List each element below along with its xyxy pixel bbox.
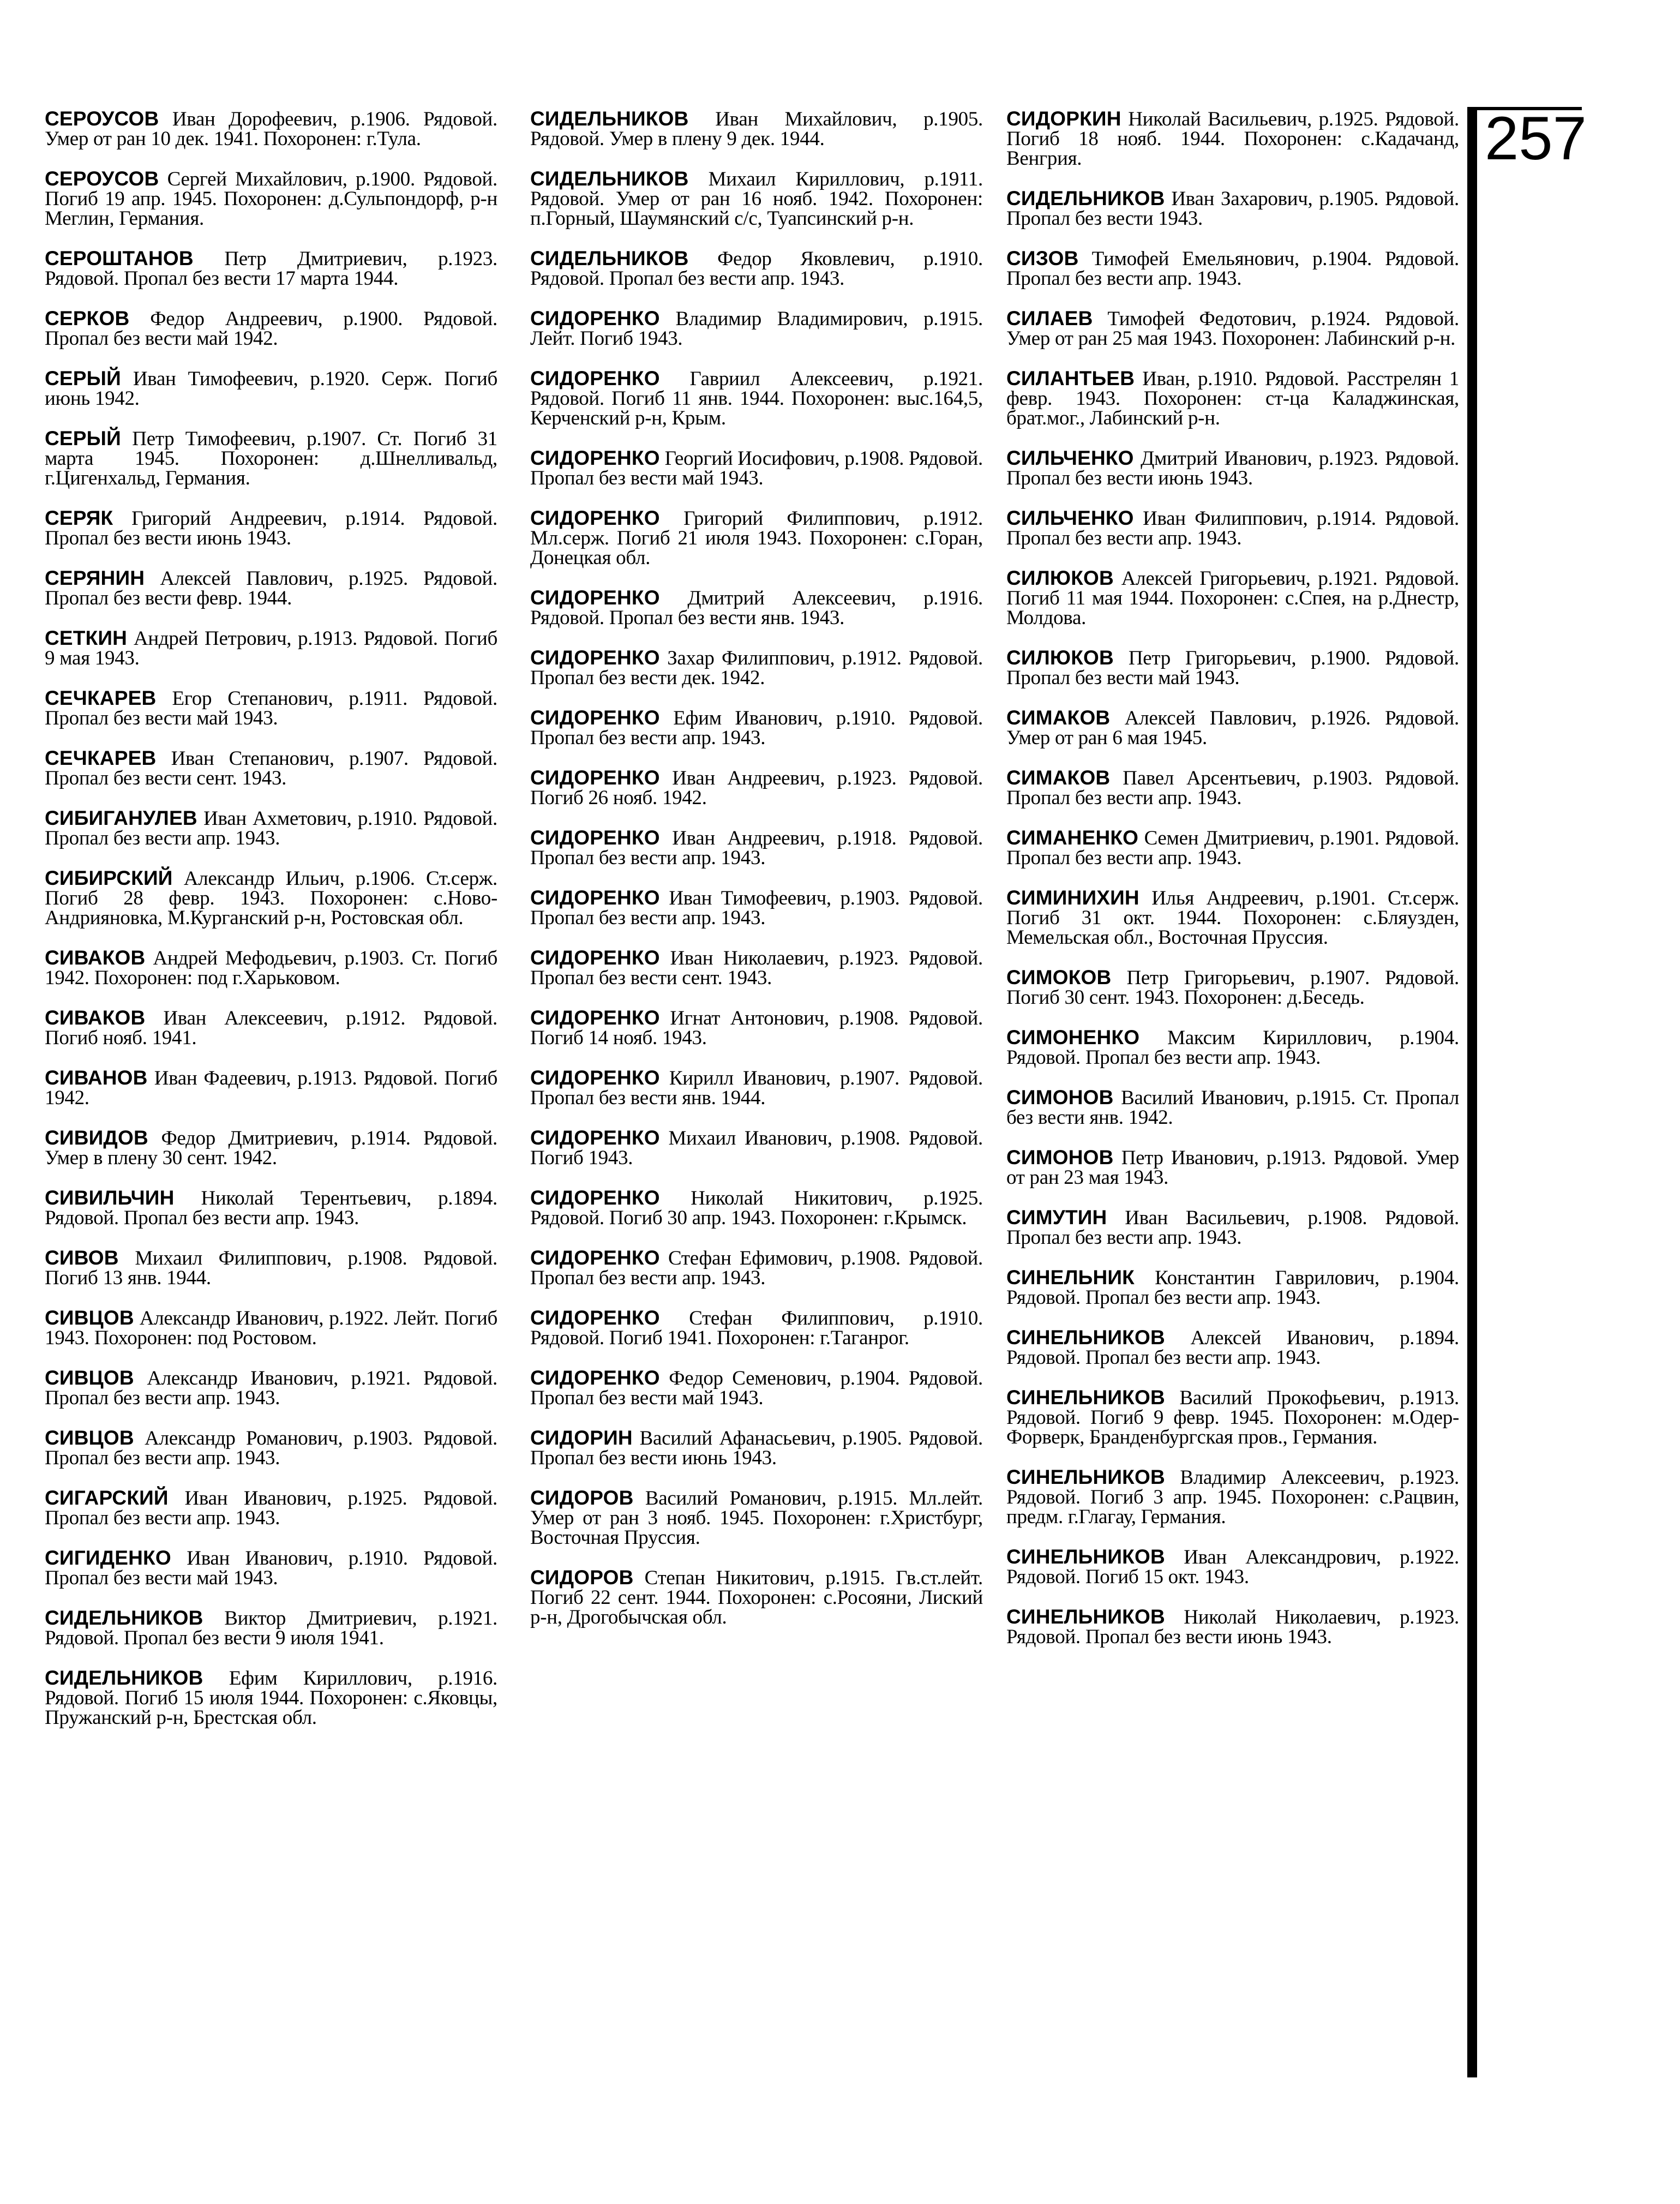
entry-details: Ефим Кириллович, р.1916. Рядовой. Погиб 15 июля 1944. Похоронен: с.Яковцы, Пружанский р-н, Брестская обл. [45,1667,498,1729]
column-middle [530,109,983,1648]
surname: СИВАКОВ [45,1007,146,1029]
entry-details: Иван Ахметович, р.1910. Рядовой. Пропал без вести апр. 1943. [45,807,497,849]
person-entry [530,309,983,349]
entry-details: Николай Николаевич, р.1923. Рядовой. Пропал без вести июнь 1943. [1006,1606,1459,1648]
entry-details: Константин Гаврилович, р.1904. Рядовой. Пропал без вести апр. 1943. [1006,1267,1459,1309]
surname: СИБИГАНУЛЕВ [45,807,197,829]
person-entry [1006,1208,1459,1248]
entry-details: Иван Иванович, р.1925. Рядовой. Пропал без вести апр. 1943. [45,1487,498,1529]
person-entry [45,1488,497,1528]
entry-details: Александр Романович, р.1903. Рядовой. Пропал без вести апр. 1943. [45,1427,497,1469]
surname: СИДОРЕНКО [530,1367,660,1389]
person-entry [1006,1028,1459,1068]
surname: СИМАКОВ [1006,766,1111,789]
person-entry [1006,1468,1459,1527]
surname: СИВАКОВ [45,947,146,969]
surname: СИВОВ [45,1247,119,1269]
surname: СИДОРЕНКО [530,307,660,330]
entry-details: Федор Дмитриевич, р.1914. Рядовой. Умер в плену 30 сент. 1942. [45,1127,498,1169]
surname: СИДОРЕНКО [530,706,660,729]
person-entry [530,249,983,289]
entry-details: Иван Андреевич, р.1923. Рядовой. Погиб 26 нояб. 1942. [530,767,983,809]
person-entry [1006,1268,1459,1308]
surname: СИДОРЕНКО [530,1247,660,1269]
person-entry [1006,1328,1459,1368]
person-entry [530,109,983,149]
surname: СИДОРКИН [1006,107,1121,130]
entry-details: Иван Фадеевич, р.1913. Рядовой. Погиб 1942. [45,1067,497,1109]
surname: СИДОРЕНКО [530,766,660,789]
surname: СИДЕЛЬНИКОВ [530,247,689,269]
entry-details: Василий Прокофьевич, р.1913. Рядовой. Погиб 9 февр. 1945. Похоронен: м.Одер-Форверк, Бранденбургская пров., Германия. [1006,1387,1459,1448]
entry-details: Александр Иванович, р.1922. Лейт. Погиб 1943. Похоронен: под Ростовом. [45,1307,497,1349]
person-entry [45,1128,497,1168]
entry-details: Ефим Иванович, р.1910. Рядовой. Пропал без вести апр. 1943. [530,707,983,749]
surname: СИГИДЕНКО [45,1547,171,1569]
entry-details: Егор Степанович, р.1911. Рядовой. Пропал без вести май 1943. [45,687,497,729]
person-entry [530,1488,983,1548]
entry-details: Иван Филиппович, р.1914. Рядовой. Пропал без вести апр. 1943. [1006,507,1459,549]
column-left [45,109,497,1748]
person-entry [45,429,497,488]
surname: СИДОРОВ [530,1566,634,1589]
surname: СИДОРЕНКО [530,1007,660,1029]
entry-details: Петр Григорьевич, р.1900. Рядовой. Пропал без вести май 1943. [1006,647,1459,689]
person-entry [1006,568,1459,628]
entry-details: Михаил Кириллович, р.1911. Рядовой. Умер от ран 16 нояб. 1942. Похоронен: п.Горный, Шаумянский с/с, Туапсинский р-н. [530,168,983,230]
surname: СИЛЬЧЕНКО [1006,507,1134,529]
person-entry [1006,369,1459,428]
surname: СЕРОШТАНОВ [45,247,194,269]
entry-details: Владимир Владимирович, р.1915. Лейт. Погиб 1943. [530,308,983,350]
surname: СИДОРЕНКО [530,1187,660,1209]
person-entry [530,948,983,988]
surname: СИДОРИН [530,1427,633,1449]
entry-details: Максим Кириллович, р.1904. Рядовой. Пропал без вести апр. 1943. [1006,1027,1459,1069]
surname: СЕРЯК [45,507,113,529]
person-entry [45,249,497,289]
entry-details: Дмитрий Алексеевич, р.1916. Рядовой. Пропал без вести янв. 1943. [530,587,983,629]
person-entry [1006,189,1459,229]
person-entry [530,1568,983,1627]
entry-details: Тимофей Емельянович, р.1904. Рядовой. Пропал без вести апр. 1943. [1006,248,1460,290]
surname: СИДОРЕНКО [530,1127,660,1149]
surname: СИДОРЕНКО [530,1307,660,1329]
surname: СИЛАЕВ [1006,307,1093,330]
entry-details: Иван Степанович, р.1907. Рядовой. Пропал без вести сент. 1943. [45,747,498,789]
surname: СИДЕЛЬНИКОВ [1006,187,1165,209]
entry-details: Иван Дорофеевич, р.1906. Рядовой. Умер от ран 10 дек. 1941. Похоронен: г.Тула. [45,108,497,150]
surname: СИДЕЛЬНИКОВ [530,167,689,190]
person-entry [45,1008,497,1048]
person-entry [1006,768,1459,808]
person-entry [45,1248,497,1288]
entry-details: Александр Ильич, р.1906. Ст.серж. Погиб 28 февр. 1943. Похоронен: с.Ново-Андрияновка, М.Курганский р-н, Ростовская обл. [45,867,498,929]
person-entry [45,109,497,149]
entry-details: Иван Тимофеевич, р.1903. Рядовой. Пропал без вести апр. 1943. [530,887,983,929]
person-entry [530,1188,983,1228]
surname: СЕРКОВ [45,307,130,330]
surname: СИВЦОВ [45,1307,134,1329]
person-entry [530,1248,983,1288]
entry-details: Петр Григорьевич, р.1907. Рядовой. Погиб 30 сент. 1943. Похоронен: д.Беседь. [1006,967,1459,1009]
surname: СЕРЫЙ [45,367,121,390]
surname: СИМИНИХИН [1006,887,1139,909]
entry-details: Иван Васильевич, р.1908. Рядовой. Пропал без вести апр. 1943. [1006,1207,1459,1249]
surname: СИЛАНТЬЕВ [1006,367,1135,390]
entry-details: Георгий Иосифович, р.1908. Рядовой. Пропал без вести май 1943. [530,447,983,489]
entry-details: Андрей Мефодьевич, р.1903. Ст. Погиб 1942. Похоронен: под г.Харьковом. [45,947,497,989]
surname: СИДОРОВ [530,1487,634,1509]
surname: СИБИРСКИЙ [45,867,173,889]
person-entry [45,628,497,668]
surname: СИНЕЛЬНИКОВ [1006,1606,1165,1628]
entry-details: Владимир Алексеевич, р.1923. Рядовой. Погиб 3 апр. 1945. Похоронен: с.Рацвин, предм. г.Глагау, Германия. [1006,1466,1460,1528]
surname: СИЛЮКОВ [1006,646,1114,669]
person-entry [45,508,497,548]
entry-details: Григорий Андреевич, р.1914. Рядовой. Пропал без вести июнь 1943. [45,507,497,549]
entry-details: Сергей Михайлович, р.1900. Рядовой. Погиб 19 апр. 1945. Похоронен: д.Сульпондорф, р-н Меглин, Германия. [45,168,498,230]
surname: СЕЧКАРЕВ [45,687,157,709]
entry-details: Стефан Филиппович, р.1910. Рядовой. Погиб 1941. Похоронен: г.Таганрог. [530,1307,983,1349]
person-entry [530,448,983,488]
entry-details: Николай Терентьевич, р.1894. Рядовой. Пропал без вести апр. 1943. [45,1187,497,1229]
entry-details: Гавриил Алексеевич, р.1921. Рядовой. Погиб 11 янв. 1944. Похоронен: выс.164,5, Керченский р-н, Крым. [530,368,983,429]
surname: СЕТКИН [45,627,128,649]
person-entry [1006,448,1459,488]
surname: СИДОРЕНКО [530,1067,660,1089]
person-entry [45,688,497,728]
surname: СИДОРЕНКО [530,887,660,909]
person-entry [1006,109,1459,169]
entry-details: Дмитрий Иванович, р.1923. Рядовой. Пропал без вести июнь 1943. [1006,447,1460,489]
entry-details: Иван Захарович, р.1905. Рядовой. Пропал без вести 1943. [1006,188,1459,230]
person-entry [45,568,497,608]
person-entry [1006,1547,1459,1587]
entry-details: Петр Тимофеевич, р.1907. Ст. Погиб 31 марта 1945. Похоронен: д.Шнелливальд, г.Цигенхальд, Германия. [45,428,497,489]
person-entry [45,169,497,229]
entry-details: Федор Семенович, р.1904. Рядовой. Пропал без вести май 1943. [530,1367,983,1409]
entry-details: Семен Дмитриевич, р.1901. Рядовой. Пропал без вести апр. 1943. [1006,827,1460,869]
surname: СЕЧКАРЕВ [45,747,157,769]
entry-details: Кирилл Иванович, р.1907. Рядовой. Пропал без вести янв. 1944. [530,1067,983,1109]
surname: СИНЕЛЬНИКОВ [1006,1466,1165,1488]
person-entry [530,588,983,628]
surname: СИДОРЕНКО [530,646,660,669]
surname: СИМУТИН [1006,1206,1107,1229]
entry-details: Павел Арсентьевич, р.1903. Рядовой. Пропал без вести апр. 1943. [1006,767,1459,809]
person-entry [530,828,983,868]
entry-details: Федор Яковлевич, р.1910. Рядовой. Пропал без вести апр. 1943. [530,248,983,290]
person-entry [1006,888,1459,948]
entry-details: Григорий Филиппович, р.1912. Мл.серж. Погиб 21 июля 1943. Похоронен: с.Горан, Донецкая обл. [530,507,983,569]
entry-details: Василий Афанасьевич, р.1905. Рядовой. Пропал без вести июнь 1943. [530,1427,983,1469]
entry-details: Алексей Павлович, р.1925. Рядовой. Пропал без вести февр. 1944. [45,567,497,609]
person-entry [45,1668,497,1728]
page-number: 257 [1485,104,1587,172]
person-entry [45,1428,497,1468]
person-entry [530,648,983,688]
person-entry [1006,648,1459,688]
person-entry [45,1188,497,1228]
entry-details: Стефан Ефимович, р.1908. Рядовой. Пропал без вести апр. 1943. [530,1247,983,1289]
surname: СИВЦОВ [45,1367,134,1389]
surname: СЕРЫЙ [45,427,121,450]
person-entry [45,309,497,349]
surname: СИМОНОВ [1006,1086,1114,1109]
person-entry [530,1068,983,1108]
person-entry [45,1368,497,1408]
entry-details: Степан Никитович, р.1915. Гв.ст.лейт. Погиб 22 сент. 1944. Похоронен: с.Росояни, Лиский р-н, Дрогобычская обл. [530,1567,983,1628]
entry-details: Иван Андреевич, р.1918. Рядовой. Пропал без вести апр. 1943. [530,827,983,869]
entry-details: Иван Александрович, р.1922. Рядовой. Погиб 15 окт. 1943. [1006,1546,1459,1588]
person-entry [530,1008,983,1048]
surname: СИДОРЕНКО [530,507,660,529]
surname: СИДОРЕНКО [530,947,660,969]
surname: СИВИЛЬЧИН [45,1187,175,1209]
surname: СИМАНЕНКО [1006,827,1139,849]
surname: СИГАРСКИЙ [45,1487,169,1509]
surname: СИНЕЛЬНИКОВ [1006,1326,1165,1349]
surname: СИНЕЛЬНИК [1006,1266,1135,1289]
entry-details: Захар Филиппович, р.1912. Рядовой. Пропал без вести дек. 1942. [530,647,983,689]
person-entry [45,369,497,409]
column-right [1006,109,1459,1667]
surname: СИВИДОВ [45,1127,148,1149]
surname: СИДОРЕНКО [530,367,660,390]
vertical-rule [1467,107,1477,2077]
surname: СИЛЬЧЕНКО [1006,447,1134,469]
surname: СИМАКОВ [1006,706,1111,729]
person-entry [1006,828,1459,868]
person-entry [45,1308,497,1348]
person-entry [1006,309,1459,349]
person-entry [45,1548,497,1588]
person-entry [45,948,497,988]
person-entry [530,169,983,229]
surname: СИВЦОВ [45,1427,134,1449]
person-entry [530,508,983,568]
entry-details: Василий Романович, р.1915. Мл.лейт. Умер от ран 3 нояб. 1945. Похоронен: г.Христбург, Восточная Пруссия. [530,1487,983,1549]
entry-details: Илья Андреевич, р.1901. Ст.серж. Погиб 31 окт. 1944. Похоронен: с.Бляузден, Мемельская обл., Восточная Пруссия. [1006,887,1459,949]
person-entry [1006,968,1459,1008]
entry-details: Александр Иванович, р.1921. Рядовой. Пропал без вести апр. 1943. [45,1367,498,1409]
entry-details: Алексей Павлович, р.1926. Рядовой. Умер от ран 6 мая 1945. [1006,707,1460,749]
person-entry [1006,1088,1459,1128]
entry-details: Иван Иванович, р.1910. Рядовой. Пропал без вести май 1943. [45,1547,498,1589]
surname: СЕРОУСОВ [45,167,159,190]
person-entry [530,1428,983,1468]
entry-details: Иван Николаевич, р.1923. Рядовой. Пропал без вести сент. 1943. [530,947,983,989]
entry-details: Иван, р.1910. Рядовой. Расстрелян 1 февр. 1943. Похоронен: ст-ца Каладжинская, брат.мог., Лабинский р-н. [1006,368,1459,429]
entry-details: Андрей Петрович, р.1913. Рядовой. Погиб 9 мая 1943. [45,627,497,669]
entry-details: Иван Тимофеевич, р.1920. Серж. Погиб июнь 1942. [45,368,497,410]
person-entry [45,1068,497,1108]
person-entry [1006,1148,1459,1188]
surname: СИВАНОВ [45,1067,148,1089]
entry-details: Федор Андреевич, р.1900. Рядовой. Пропал без вести май 1942. [45,308,497,350]
entry-details: Петр Дмитриевич, р.1923. Рядовой. Пропал без вести 17 марта 1944. [45,248,497,290]
person-entry [45,869,497,928]
entry-details: Николай Никитович, р.1925. Рядовой. Погиб 30 апр. 1943. Похоронен: г.Крымск. [530,1187,983,1229]
entry-details: Петр Иванович, р.1913. Рядовой. Умер от ран 23 мая 1943. [1006,1147,1459,1189]
entry-details: Иван Михайлович, р.1905. Рядовой. Умер в плену 9 дек. 1944. [530,108,983,150]
surname: СИДЕЛЬНИКОВ [45,1607,203,1629]
entry-details: Алексей Григорьевич, р.1921. Рядовой. Погиб 11 мая 1944. Похоронен: с.Спея, на р.Днестр, Молдова. [1006,567,1460,629]
entry-details: Василий Иванович, р.1915. Ст. Пропал без вести янв. 1942. [1006,1087,1459,1129]
entry-details: Виктор Дмитриевич, р.1921. Рядовой. Пропал без вести 9 июля 1941. [45,1607,497,1649]
person-entry [530,768,983,808]
person-entry [1006,508,1459,548]
person-entry [45,1608,497,1648]
person-entry [530,1308,983,1348]
entry-details: Тимофей Федотович, р.1924. Рядовой. Умер от ран 25 мая 1943. Похоронен: Лабинский р-н. [1006,308,1459,350]
surname: СИМОНОВ [1006,1146,1114,1169]
person-entry [530,1128,983,1168]
surname: СИНЕЛЬНИКОВ [1006,1386,1165,1409]
person-entry [530,708,983,748]
entry-details: Иван Алексеевич, р.1912. Рядовой. Погиб нояб. 1941. [45,1007,497,1049]
surname: СИДОРЕНКО [530,447,660,469]
person-entry [1006,708,1459,748]
person-entry [45,748,497,788]
person-entry [1006,1607,1459,1647]
entry-details: Михаил Филиппович, р.1908. Рядовой. Погиб 13 янв. 1944. [45,1247,498,1289]
person-entry [530,1368,983,1408]
surname: СИДОРЕНКО [530,586,660,609]
entry-details: Алексей Иванович, р.1894. Рядовой. Пропал без вести апр. 1943. [1006,1327,1459,1369]
person-entry [45,808,497,848]
person-entry [530,369,983,428]
person-entry [530,888,983,928]
surname: СЕРОУСОВ [45,107,159,130]
person-entry [1006,249,1459,289]
surname: СЕРЯНИН [45,567,145,589]
entry-details: Николай Васильевич, р.1925. Рядовой. Погиб 18 нояб. 1944. Похоронен: с.Кадачанд, Венгрия. [1006,108,1460,170]
surname: СИДЕЛЬНИКОВ [45,1667,203,1689]
surname: СИМОНЕНКО [1006,1026,1140,1049]
surname: СИЛЮКОВ [1006,567,1114,589]
surname: СИДЕЛЬНИКОВ [530,107,689,130]
surname: СИДОРЕНКО [530,827,660,849]
entry-details: Михаил Иванович, р.1908. Рядовой. Погиб 1943. [530,1127,983,1169]
surname: СИЗОВ [1006,247,1079,269]
surname: СИНЕЛЬНИКОВ [1006,1546,1165,1568]
person-entry [1006,1388,1459,1447]
entry-details: Игнат Антонович, р.1908. Рядовой. Погиб 14 нояб. 1943. [530,1007,983,1049]
surname: СИМОКОВ [1006,966,1112,989]
